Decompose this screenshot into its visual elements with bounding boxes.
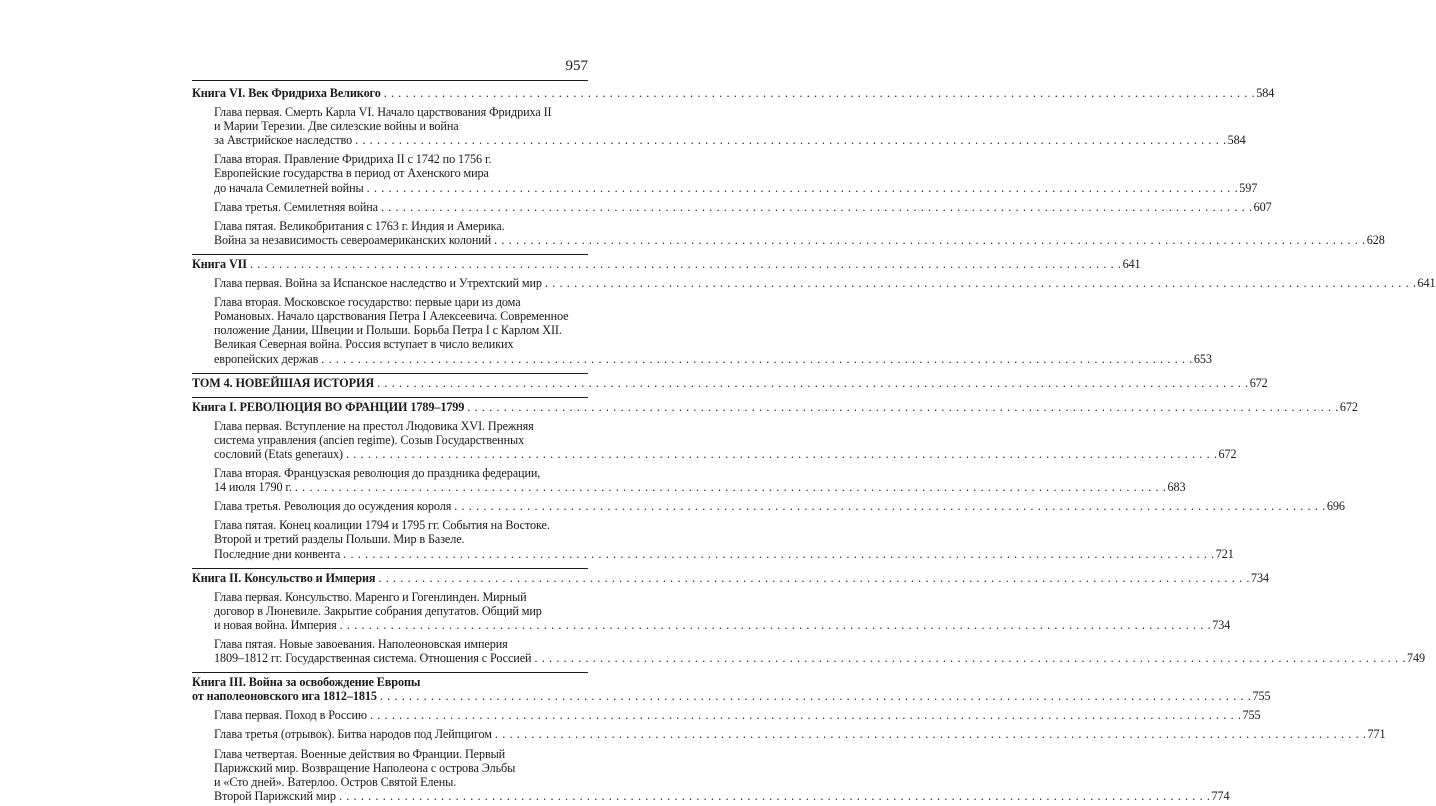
toc-title-line: 1809–1812 гг. Государственная система. Отношения с Россией [214, 651, 532, 666]
toc-title-line: от наполеоновского ига 1812–1815 [192, 689, 377, 704]
toc-page-number: 597 [1239, 180, 1258, 195]
toc-last-line [214, 651, 1426, 666]
toc-page-number: 672 [1249, 375, 1268, 390]
toc-last-line [192, 256, 1141, 271]
toc-title-line: Глава первая. Консульство. Маренго и Гогенлинден. Мирный [214, 589, 527, 604]
toc-last-line [192, 375, 1268, 390]
toc-page-number: 641 [1417, 276, 1436, 291]
toc-last-line [192, 689, 1271, 704]
toc-title-line: сословий (Etats generaux) [214, 446, 343, 461]
toc-page-number: 683 [1167, 480, 1186, 495]
toc-title-line: Книга III. Война за освобождение Европы [192, 675, 421, 690]
toc-page-number: 755 [1242, 708, 1261, 723]
toc-title-line: Глава вторая. Французская революция до праздника федерации, [214, 466, 541, 481]
toc-title-line: Великая Северная война. Россия вступает в число великих [214, 337, 514, 352]
toc-entry-chapter [192, 497, 1345, 516]
toc-title-line: Глава вторая. Правление Фридриха II с 1742 по 1756 г. [214, 152, 492, 167]
dot-leader: . . . . . . . . . . . . . . . . . . . . . . . . . . . . . . . . . . . . . . . . . . . . . . . . . . . . . . . . . . . . . . . . . . . . . . . . . . . . . . . . . . . . . . . . . . . . . . . . . . . . . . . . . . . . . . . . . . . . . . . . [294, 480, 1167, 495]
toc-last-line [214, 788, 1230, 803]
toc-last-line [192, 570, 1270, 585]
toc-title-line: и Марии Терезии. Две силезские войны и война [214, 119, 459, 134]
table-of-contents [192, 84, 1436, 806]
toc-page-number: 774 [1211, 788, 1230, 803]
toc-title-line: система управления (ancien regime). Созыв Государственных [214, 432, 525, 447]
toc-title-line: положение Дании, Швеции и Польши. Борьба Петра I с Карлом XII. [214, 323, 562, 338]
toc-page-number: 584 [1227, 133, 1246, 148]
toc-page-number: 584 [1256, 86, 1275, 100]
toc-title-line: Глава первая. Смерть Карла VI. Начало царствования Фридриха II [214, 105, 552, 120]
dot-leader: . . . . . . . . . . . . . . . . . . . . . . . . . . . . . . . . . . . . . . . . . . . . . . . . . . . . . . . . . . . . . . . . . . . . . . . . . . . . . . . . . . . . . . . . . . . . . . . . . . . . . . . . . . . . . . . . . . . . . . . . [366, 180, 1239, 195]
header-rule [192, 80, 588, 81]
toc-last-line [192, 399, 1358, 414]
toc-title-line: Глава первая. Поход в Россию [214, 708, 367, 723]
dot-leader: . . . . . . . . . . . . . . . . . . . . . . . . . . . . . . . . . . . . . . . . . . . . . . . . . . . . . . . . . . . . . . . . . . . . . . . . . . . . . . . . . . . . . . . . . . . . . . . . . . . . . . . . . . . . . . . . . . . . . . . . [494, 232, 1366, 247]
toc-title-line: Глава пятая. Новые завоевания. Наполеоновская империя [214, 637, 508, 651]
toc-page-number: 672 [1218, 446, 1237, 461]
toc-title-line: европейских держав [214, 351, 319, 366]
toc-last-line [214, 199, 1272, 214]
toc-last-line [214, 133, 1246, 148]
toc-title-line: ТОМ 4. НОВЕЙШАЯ ИСТОРИЯ [192, 375, 375, 390]
toc-title-line: Европейские государства в период от Ахенского мира [214, 166, 489, 181]
toc-page-number: 721 [1215, 546, 1234, 561]
dot-leader: . . . . . . . . . . . . . . . . . . . . . . . . . . . . . . . . . . . . . . . . . . . . . . . . . . . . . . . . . . . . . . . . . . . . . . . . . . . . . . . . . . . . . . . . . . . . . . . . . . . . . . . . . . . . . . . . . . . . . . . . [544, 276, 1417, 291]
toc-title-line: Глава первая. Вступление на престол Людовика XVI. Прежняя [214, 418, 534, 433]
toc-entry-chapter [192, 217, 1385, 250]
toc-last-line [214, 708, 1261, 723]
dot-leader: . . . . . . . . . . . . . . . . . . . . . . . . . . . . . . . . . . . . . . . . . . . . . . . . . . . . . . . . . . . . . . . . . . . . . . . . . . . . . . . . . . . . . . . . . . . . . . . . . . . . . . . . . . . . . . . . . . . . . . . . [369, 708, 1242, 723]
toc-last-line [214, 180, 1258, 195]
dot-leader: . . . . . . . . . . . . . . . . . . . . . . . . . . . . . . . . . . . . . . . . . . . . . . . . . . . . . . . . . . . . . . . . . . . . . . . . . . . . . . . . . . . . . . . . . . . . . . . . . . . . . . . . . . . . . . . . . . . . . . . . [355, 133, 1227, 148]
page-number: 957 [565, 58, 588, 74]
toc-page-number: 734 [1212, 617, 1231, 632]
dot-leader: . . . . . . . . . . . . . . . . . . . . . . . . . . . . . . . . . . . . . . . . . . . . . . . . . . . . . . . . . . . . . . . . . . . . . . . . . . . . . . . . . . . . . . . . . . . . . . . . . . . . . . . . . . . . . . . . . . . . . . . . [338, 788, 1211, 803]
toc-title-line: Книга I. РЕВОЛЮЦИЯ ВО ФРАНЦИИ 1789–1799 [192, 399, 465, 414]
toc-title-line: Книга II. Консульство и Империя [192, 570, 376, 585]
dot-leader: . . . . . . . . . . . . . . . . . . . . . . . . . . . . . . . . . . . . . . . . . . . . . . . . . . . . . . . . . . . . . . . . . . . . . . . . . . . . . . . . . . . . . . . . . . . . . . . . . . . . . . . . . . . . . . . . . . . . . . . . [249, 256, 1122, 271]
toc-entry-chapter [192, 725, 1386, 744]
toc-title-line: Глава пятая. Великобритания с 1763 г. Индия и Америка. [214, 218, 505, 233]
toc-page-number: 771 [1367, 727, 1386, 742]
toc-last-line [214, 617, 1231, 632]
toc-title-line: Глава третья. Семилетняя война [214, 199, 378, 214]
toc-title-line: Глава пятая. Конец коалиции 1794 и 1795 гг. События на Востоке. [214, 518, 550, 533]
toc-entry-chapter [192, 745, 1230, 806]
toc-entry-chapter [192, 103, 1246, 150]
toc-title-line: и новая война. Империя [214, 617, 337, 632]
toc-entry-book [192, 84, 1275, 103]
toc-page-number: 607 [1253, 199, 1272, 214]
toc-entry-chapter [192, 588, 1231, 635]
toc-title-line: Второй Парижский мир [214, 788, 336, 803]
toc-last-line [214, 276, 1436, 291]
dot-leader: . . . . . . . . . . . . . . . . . . . . . . . . . . . . . . . . . . . . . . . . . . . . . . . . . . . . . . . . . . . . . . . . . . . . . . . . . . . . . . . . . . . . . . . . . . . . . . . . . . . . . . . . . . . . . . . . . . . . . . . . [377, 375, 1249, 390]
toc-title-line: 14 июля 1790 г. [214, 480, 292, 495]
toc-page-number: 749 [1407, 651, 1426, 666]
dot-leader: . . . . . . . . . . . . . . . . . . . . . . . . . . . . . . . . . . . . . . . . . . . . . . . . . . . . . . . . . . . . . . . . . . . . . . . . . . . . . . . . . . . . . . . . . . . . . . . . . . . . . . . . . . . . . . . . . . . . . . . . [379, 689, 1252, 704]
toc-entry-chapter [192, 706, 1261, 725]
toc-title-line: Война за независимость североамериканских колоний [214, 232, 492, 247]
toc-entry-volume [192, 374, 1268, 393]
toc-page-number: 628 [1366, 232, 1385, 247]
toc-last-line [192, 86, 1275, 100]
toc-last-line [214, 446, 1237, 461]
toc-title-line: за Австрийское наследство [214, 133, 353, 148]
toc-title-line: Книга VII [192, 256, 247, 271]
toc-page-number: 755 [1252, 689, 1271, 704]
dot-leader: . . . . . . . . . . . . . . . . . . . . . . . . . . . . . . . . . . . . . . . . . . . . . . . . . . . . . . . . . . . . . . . . . . . . . . . . . . . . . . . . . . . . . . . . . . . . . . . . . . . . . . . . . . . . . . . . . . . . . . . . [383, 86, 1256, 100]
toc-entry-chapter [192, 635, 1426, 668]
toc-last-line [214, 546, 1234, 561]
toc-entry-chapter [192, 274, 1436, 293]
toc-last-line [214, 499, 1345, 514]
dot-leader: . . . . . . . . . . . . . . . . . . . . . . . . . . . . . . . . . . . . . . . . . . . . . . . . . . . . . . . . . . . . . . . . . . . . . . . . . . . . . . . . . . . . . . . . . . . . . . . . . . . . . . . . . . . . . . . . . . . . . . . . [345, 446, 1218, 461]
toc-title-line: Глава третья. Революция до осуждения короля [214, 499, 452, 514]
toc-entry-chapter [192, 150, 1258, 197]
toc-entry-chapter [192, 293, 1212, 368]
dot-leader: . . . . . . . . . . . . . . . . . . . . . . . . . . . . . . . . . . . . . . . . . . . . . . . . . . . . . . . . . . . . . . . . . . . . . . . . . . . . . . . . . . . . . . . . . . . . . . . . . . . . . . . . . . . . . . . . . . . . . . . . [378, 570, 1251, 585]
toc-title-line: Романовых. Начало царствования Петра I Алексеевича. Современное [214, 309, 569, 324]
toc-last-line [214, 480, 1186, 495]
dot-leader: . . . . . . . . . . . . . . . . . . . . . . . . . . . . . . . . . . . . . . . . . . . . . . . . . . . . . . . . . . . . . . . . . . . . . . . . . . . . . . . . . . . . . . . . . . . . . . . . . . . . . . . . . . . . . . . . . . . . . . . . [454, 499, 1326, 514]
toc-last-line [214, 351, 1212, 366]
toc-title-line: Второй и третий разделы Польши. Мир в Базеле. [214, 532, 465, 547]
toc-page-number: 696 [1326, 499, 1345, 514]
toc-title-line: Глава первая. Война за Испанское наследство и Утрехтский мир [214, 276, 542, 291]
toc-entry-chapter [192, 464, 1186, 497]
dot-leader: . . . . . . . . . . . . . . . . . . . . . . . . . . . . . . . . . . . . . . . . . . . . . . . . . . . . . . . . . . . . . . . . . . . . . . . . . . . . . . . . . . . . . . . . . . . . . . . . . . . . . . . . . . . . . . . . . . . . . . . . [321, 351, 1193, 366]
toc-entry-book [192, 673, 1271, 706]
toc-title-line: Глава вторая. Московское государство: первые цари из дома [214, 295, 521, 310]
dot-leader: . . . . . . . . . . . . . . . . . . . . . . . . . . . . . . . . . . . . . . . . . . . . . . . . . . . . . . . . . . . . . . . . . . . . . . . . . . . . . . . . . . . . . . . . . . . . . . . . . . . . . . . . . . . . . . . . . . . . . . . . [343, 546, 1215, 561]
toc-title-line: Глава четвертая. Военные действия во Франции. Первый [214, 746, 506, 761]
toc-title-line: Книга VI. Век Фридриха Великого [192, 86, 381, 100]
toc-title-line: Последние дни конвента [214, 546, 341, 561]
dot-leader: . . . . . . . . . . . . . . . . . . . . . . . . . . . . . . . . . . . . . . . . . . . . . . . . . . . . . . . . . . . . . . . . . . . . . . . . . . . . . . . . . . . . . . . . . . . . . . . . . . . . . . . . . . . . . . . . . . . . . . . . [534, 651, 1407, 666]
toc-entry-book [192, 398, 1358, 417]
toc-entry-book [192, 255, 1141, 274]
toc-entry-book [192, 569, 1270, 588]
toc-page-number: 734 [1251, 570, 1270, 585]
toc-page-number: 641 [1122, 256, 1141, 271]
toc-entry-chapter [192, 516, 1234, 563]
toc-entry-chapter [192, 198, 1272, 217]
toc-title-line: договор в Люневиле. Закрытие собрания депутатов. Общий мир [214, 603, 542, 618]
toc-title-line: и «Сто дней». Ватерлоо. Остров Святой Елены. [214, 774, 457, 789]
dot-leader: . . . . . . . . . . . . . . . . . . . . . . . . . . . . . . . . . . . . . . . . . . . . . . . . . . . . . . . . . . . . . . . . . . . . . . . . . . . . . . . . . . . . . . . . . . . . . . . . . . . . . . . . . . . . . . . . . . . . . . . . [467, 399, 1339, 414]
toc-title-line: Парижский мир. Возвращение Наполеона с острова Эльбы [214, 760, 516, 775]
toc-last-line [214, 727, 1386, 742]
toc-last-line [214, 232, 1385, 247]
dot-leader: . . . . . . . . . . . . . . . . . . . . . . . . . . . . . . . . . . . . . . . . . . . . . . . . . . . . . . . . . . . . . . . . . . . . . . . . . . . . . . . . . . . . . . . . . . . . . . . . . . . . . . . . . . . . . . . . . . . . . . . . [380, 199, 1253, 214]
toc-page-number: 672 [1339, 399, 1358, 414]
dot-leader: . . . . . . . . . . . . . . . . . . . . . . . . . . . . . . . . . . . . . . . . . . . . . . . . . . . . . . . . . . . . . . . . . . . . . . . . . . . . . . . . . . . . . . . . . . . . . . . . . . . . . . . . . . . . . . . . . . . . . . . . [494, 727, 1367, 742]
toc-page-number: 653 [1193, 351, 1212, 366]
toc-entry-chapter [192, 417, 1237, 464]
dot-leader: . . . . . . . . . . . . . . . . . . . . . . . . . . . . . . . . . . . . . . . . . . . . . . . . . . . . . . . . . . . . . . . . . . . . . . . . . . . . . . . . . . . . . . . . . . . . . . . . . . . . . . . . . . . . . . . . . . . . . . . . [339, 617, 1212, 632]
toc-title-line: Глава третья (отрывок). Битва народов под Лейпцигом [214, 727, 492, 742]
toc-title-line: до начала Семилетней войны [214, 180, 364, 195]
